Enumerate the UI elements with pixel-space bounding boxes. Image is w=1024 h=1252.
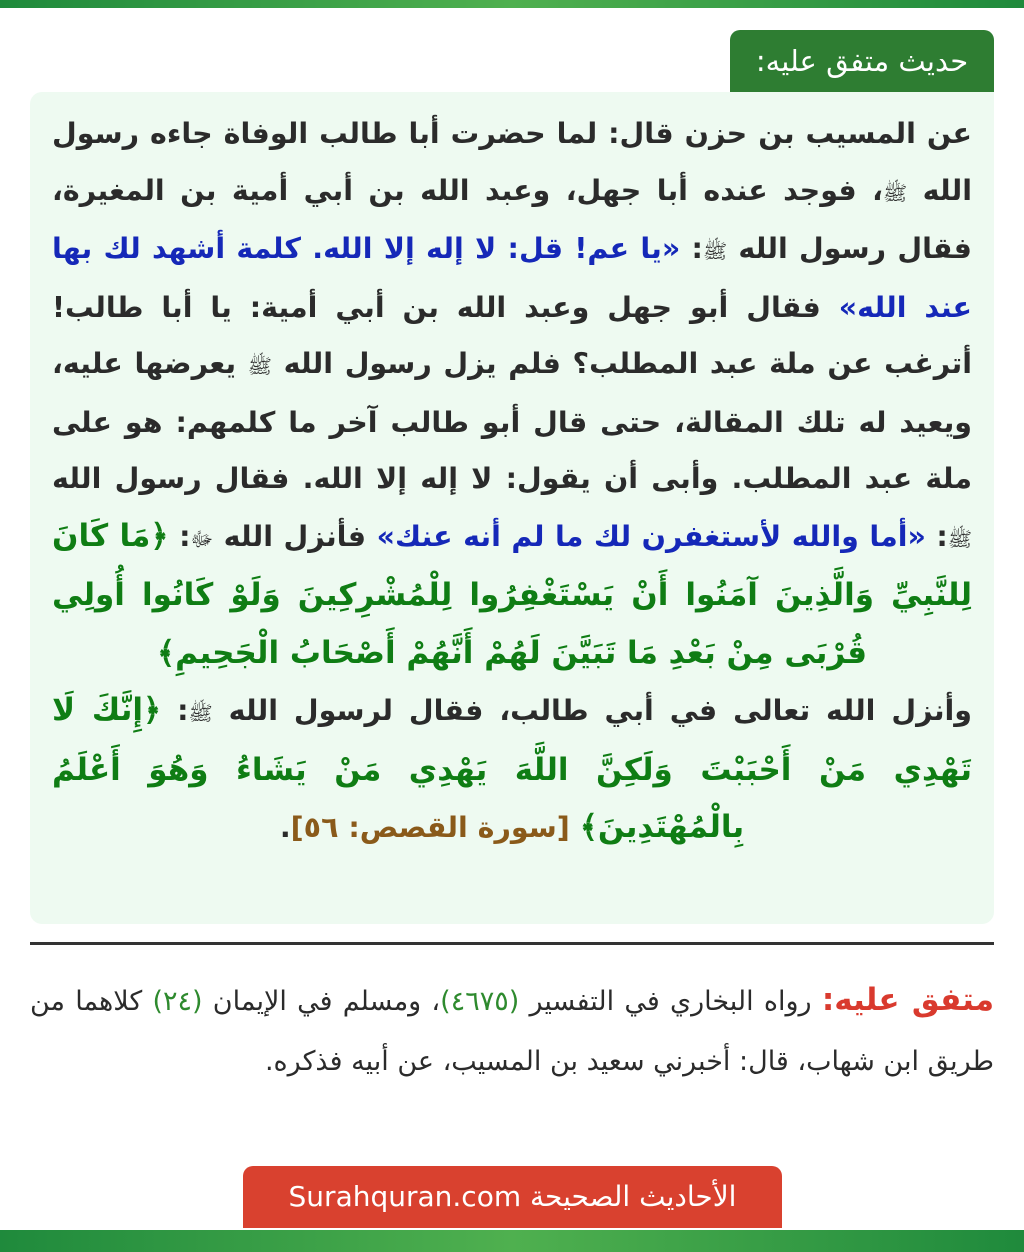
- hadith-segment: ، فوجد عنده أبا جهل، وعبد الله بن أبي أمية بن المغيرة، فقال رسول الله: [52, 173, 972, 265]
- hadith-text-2: [52, 682, 972, 857]
- salawat-glyph: ﷺ: [947, 526, 972, 551]
- quran-verse: ﴿مَا كَانَ لِلنَّبِيِّ وَالَّذِينَ آمَنُوا أَنْ يَسْتَغْفِرُوا لِلْمُشْرِكِينَ وَلَوْ كَانُوا أُولِي قُرْبَى مِنْ بَعْدِ مَا تَبَيَّنَ لَهُمْ أَنَّهُمْ أَصْحَابُ الْجَحِيمِ﴾: [52, 517, 972, 671]
- hadith-segment: فأنزل الله: [213, 519, 377, 553]
- source-text: رواه البخاري في التفسير: [519, 986, 822, 1017]
- salawat-glyph: ﷺ: [188, 701, 213, 725]
- source-label: متفق عليه:: [821, 982, 995, 1018]
- quran-verse: ﴿إِنَّكَ لَا تَهْدِي مَنْ أَحْبَبْتَ وَلَكِنَّ اللَّهَ يَهْدِي مَنْ يَشَاءُ وَهُوَ أَعْلَمُ بِالْمُهْتَدِينَ﴾: [52, 692, 972, 845]
- surah-reference: [سورة القصص: ٥٦]: [290, 811, 580, 844]
- hadith-segment: عن المسيب بن حزن قال: لما حضرت أبا طالب الوفاة جاءه رسول الله: [52, 117, 972, 207]
- salawat-glyph: ﷺ: [882, 180, 908, 205]
- top-accent-bar: [0, 0, 1024, 8]
- hadith-segment: :: [168, 519, 191, 553]
- hadith-text: [52, 106, 972, 682]
- site-link-button[interactable]: [243, 1166, 782, 1228]
- source-text: ، ومسلم في الإيمان: [202, 986, 441, 1017]
- salawat-glyph: ﷺ: [702, 239, 728, 263]
- section-title: حديث متفق عليه:: [755, 44, 969, 78]
- hadith-segment: .: [279, 811, 291, 844]
- hadith-card: [30, 92, 994, 924]
- section-title-tag: [730, 30, 994, 92]
- hadith-segment: :: [680, 232, 703, 265]
- prophet-quote: «أما والله لأستغفرن لك ما لم أنه عنك»: [376, 519, 926, 553]
- source-text: كلاهما من طريق ابن شهاب، قال: أخبرني سعيد بن المسيب، عن أبيه فذكره.: [30, 986, 994, 1077]
- hadith-number: (٤٦٧٥): [440, 986, 520, 1017]
- hadith-number: (٢٤): [152, 986, 203, 1017]
- jalla-glyph: ﷻ: [190, 526, 214, 551]
- hadith-segment: :: [925, 519, 948, 553]
- hadith-segment: فقال أبو جهل وعبد الله بن أبي أمية: يا أبا طالب! أترغب عن ملة عبد المطلب؟ فلم يزل رسول الله: [52, 290, 973, 380]
- source-citation: [30, 970, 994, 1092]
- prophet-quote: «يا عم! قل: لا إله إلا الله. كلمة أشهد لك بها عند الله»: [52, 232, 972, 324]
- salawat-glyph: ﷺ: [247, 354, 272, 378]
- bottom-accent-bar: [0, 1230, 1024, 1252]
- hadith-segment: وأنزل الله تعالى في أبي طالب، فقال لرسول الله: [228, 694, 972, 727]
- hadith-segment: يعرضها عليه، ويعيد له تلك المقالة، حتى قال أبو طالب آخر ما كلمهم: هو على ملة عبد المطلب. وأبى أن يقول: لا إله إلا الله. فقال رسول الله: [52, 347, 972, 495]
- site-link-label: الأحاديث الصحيحة Surahquran.com: [288, 1180, 737, 1213]
- hadith-segment: :: [161, 694, 189, 727]
- divider: [30, 942, 994, 945]
